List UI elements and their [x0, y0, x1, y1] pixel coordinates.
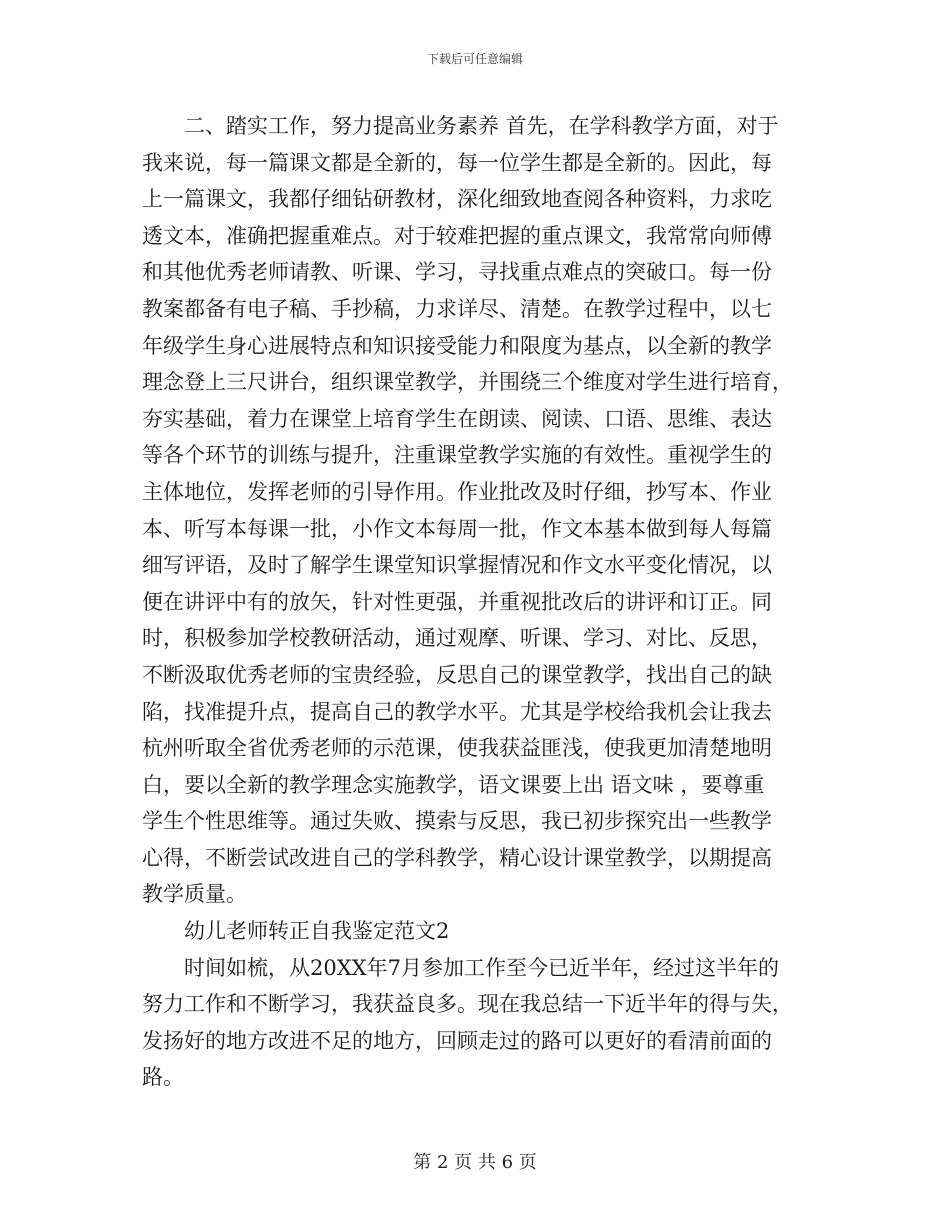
text-line: 时间如梳，从20XX年7月参加工作至今已近半年，经过这半年的: [184, 955, 779, 980]
text-line: 心得，不断尝试改进自己的学科教学，精心设计课堂教学，以期提高: [142, 845, 772, 870]
text-line: 上一篇课文，我都仔细钻研教材，深化细致地查阅各种资料，力求吃: [142, 187, 772, 212]
text-line: 发扬好的地方改进不足的地方，回顾走过的路可以更好的看清前面的: [142, 1028, 772, 1053]
text-line: 等各个环节的训练与提升，注重课堂教学实施的有效性。重视学生的: [142, 443, 772, 468]
text-line: 教学质量。: [142, 882, 247, 907]
text-line: 主体地位，发挥老师的引导作用。作业批改及时仔细，抄写本、作业: [142, 479, 772, 504]
text-line: 便在讲评中有的放矢，针对性更强，并重视批改后的讲评和订正。同: [142, 589, 772, 614]
page-header: 下载后可任意编辑: [426, 52, 523, 66]
text-line: 努力工作和不断学习，我获益良多。现在我总结一下近半年的得与失，: [142, 992, 793, 1017]
text-line: 二、踏实工作，努力提高业务素养 首先，在学科教学方面，对于: [184, 114, 779, 138]
text-line: 和其他优秀老师请教、听课、学习，寻找重点难点的突破口。每一份: [142, 260, 772, 285]
section-heading: 幼儿老师转正自我鉴定范文2: [184, 919, 450, 944]
text-line: 杭州听取全省优秀老师的示范课，使我获益匪浅，使我更加清楚地明: [142, 736, 772, 761]
text-line: 本、听写本每课一批，小作文本每周一批，作文本基本做到每人每篇: [142, 516, 772, 541]
text-line: 我来说，每一篇课文都是全新的，每一位学生都是全新的。因此，每: [142, 150, 772, 175]
text-line: 理念登上三尺讲台，组织课堂教学，并围绕三个维度对学生进行培育，: [142, 370, 793, 395]
text-line: 细写评语，及时了解学生课堂知识掌握情况和作文水平变化情况，以: [142, 553, 772, 578]
text-line: 陷，找准提升点，提高自己的教学水平。尤其是学校给我机会让我去: [142, 699, 772, 724]
document-body: [142, 108, 807, 1096]
text-line: 学生个性思维等。通过失败、摸索与反思，我已初步探究出一些教学: [142, 809, 772, 834]
text-line: 时，积极参加学校教研活动，通过观摩、听课、学习、对比、反思，: [142, 626, 772, 651]
text-line: 不断汲取优秀老师的宝贵经验，反思自己的课堂教学，找出自己的缺: [142, 662, 772, 687]
text-line: 年级学生身心进展特点和知识接受能力和限度为基点，以全新的教学: [142, 333, 772, 358]
text-line: 夯实基础，着力在课堂上培育学生在朗读、阅读、口语、思维、表达: [142, 406, 772, 431]
text-line: 白，要以全新的教学理念实施教学，语文课要上出 语文味 ，要尊重: [142, 772, 765, 797]
page-number: 第 2 页 共 6 页: [413, 1152, 537, 1173]
text-line: 透文本，准确把握重难点。对于较难把握的重点课文，我常常向师傅: [142, 223, 772, 248]
text-line: 路。: [142, 1065, 184, 1090]
text-line: 教案都备有电子稿、手抄稿，力求详尽、清楚。在教学过程中，以七: [142, 296, 772, 321]
